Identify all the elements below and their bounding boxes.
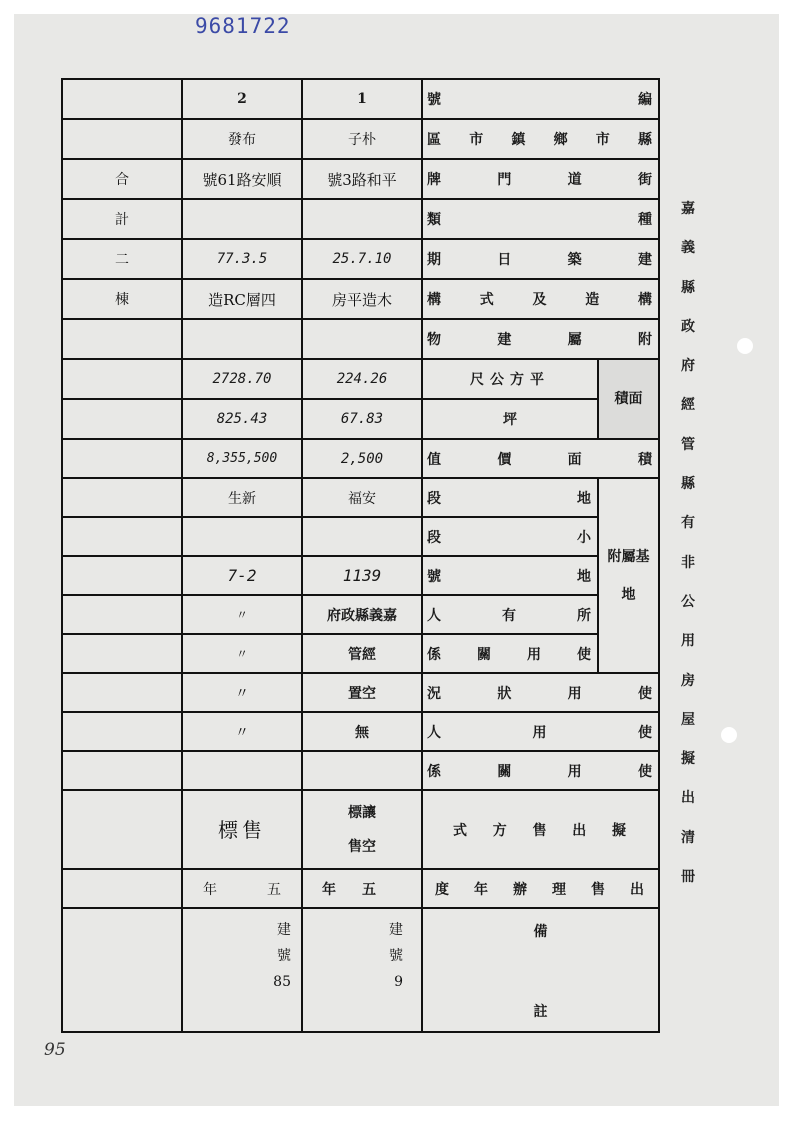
total-cell (62, 634, 182, 673)
row-label: 度年辦理售出 (422, 869, 659, 908)
row-label: 係關用使 (422, 634, 598, 673)
total-cell (62, 790, 182, 869)
total-cell (62, 319, 182, 359)
col1-cell-bottom: 售空 (348, 838, 376, 855)
table-row (62, 751, 659, 790)
col2-cell (182, 517, 302, 556)
total-cell: 棟 (62, 279, 182, 319)
total-cell: 合 (62, 159, 182, 199)
row-label: 人用使 (422, 712, 659, 751)
total-cell (62, 712, 182, 751)
col1-cell: 年五 (302, 869, 422, 908)
col1-cell (302, 751, 422, 790)
col2-cell: 標售 (182, 790, 302, 869)
row-label: 坪 (422, 399, 598, 439)
col2-cell: 生新 (182, 478, 302, 517)
col1-cell: 無 (302, 712, 422, 751)
total-cell (62, 478, 182, 517)
header-row (62, 79, 659, 119)
row-label: 段地 (422, 478, 598, 517)
row-label: 號編 (422, 79, 659, 119)
col1-cell: 224.26 (302, 359, 422, 399)
row-label: 值價面積 (422, 439, 659, 478)
col2-number: 2 (182, 79, 302, 119)
row-label: 區市鎮鄉市縣 (422, 119, 659, 159)
total-cell: 二 (62, 239, 182, 279)
row-label: 段小 (422, 517, 598, 556)
col1-cell: 25.7.10 (302, 239, 422, 279)
total-cell (62, 908, 182, 1032)
col1-cell: 1139 (302, 556, 422, 595)
table-row (62, 199, 659, 239)
table-row (62, 712, 659, 751)
col1-cell (302, 199, 422, 239)
col2-cell: 7-2 (182, 556, 302, 595)
total-cell (62, 869, 182, 908)
property-form-table (61, 78, 660, 1033)
table-row (62, 279, 659, 319)
col1-cell-top: 標讓 (348, 804, 376, 821)
col1-cell (302, 790, 422, 869)
row-label: 尺公方平 (422, 359, 598, 399)
col2-cell: 2728.70 (182, 359, 302, 399)
col1-cell: 子朴 (302, 119, 422, 159)
col1-cell: 67.83 (302, 399, 422, 439)
remarks-label-cell (422, 908, 659, 1032)
land-row (62, 517, 659, 556)
col2-cell: 發布 (182, 119, 302, 159)
col2-cell (182, 319, 302, 359)
total-cell (62, 359, 182, 399)
value-row (62, 439, 659, 478)
punch-hole (721, 727, 737, 743)
col2-cell (182, 199, 302, 239)
col1-number: 1 (302, 79, 422, 119)
col1-cell: 管經 (302, 634, 422, 673)
area-ping-row (62, 399, 659, 439)
col2-cell: 年五 (182, 869, 302, 908)
table-row (62, 673, 659, 712)
land-group-label: 附屬基地 (598, 478, 659, 673)
col1-cell: 2,500 (302, 439, 422, 478)
remarks-row (62, 908, 659, 1032)
col2-cell (182, 751, 302, 790)
land-row (62, 478, 659, 517)
row-label: 式方售出擬 (422, 790, 659, 869)
total-cell (62, 595, 182, 634)
area-group-label: 積面 (598, 359, 659, 439)
col2-cell: 77.3.5 (182, 239, 302, 279)
col1-cell (302, 319, 422, 359)
col1-cell (302, 517, 422, 556)
total-cell (62, 673, 182, 712)
col1-cell: 府政縣義嘉 (302, 595, 422, 634)
row-label: 物建屬附 (422, 319, 659, 359)
row-label: 構式及造構 (422, 279, 659, 319)
punch-hole (737, 338, 753, 354)
remarks-label-top: 備 (533, 924, 548, 940)
land-row (62, 556, 659, 595)
total-cell (62, 751, 182, 790)
total-cell (62, 556, 182, 595)
total-cell (62, 439, 182, 478)
col2-cell: 〃 (182, 712, 302, 751)
row-label: 係關用使 (422, 751, 659, 790)
total-cell (62, 79, 182, 119)
year-row (62, 869, 659, 908)
method-row (62, 790, 659, 869)
col2-cell: 825.43 (182, 399, 302, 439)
col2-cell: 號61路安順 (182, 159, 302, 199)
land-row (62, 595, 659, 634)
page-number: 95 (44, 1040, 66, 1060)
row-label: 期日築建 (422, 239, 659, 279)
area-sqm-row (62, 359, 659, 399)
total-cell (62, 399, 182, 439)
col2-cell: 8,355,500 (182, 439, 302, 478)
table-row (62, 319, 659, 359)
col1-cell (302, 908, 422, 1032)
col2-cell: 〃 (182, 673, 302, 712)
total-cell: 計 (62, 199, 182, 239)
table-row (62, 159, 659, 199)
col2-cell: 造RC層四 (182, 279, 302, 319)
col1-cell: 房平造木 (302, 279, 422, 319)
land-row (62, 634, 659, 673)
row-label: 人有所 (422, 595, 598, 634)
col2-cell (182, 908, 302, 1032)
table-row (62, 239, 659, 279)
col1-cell: 置空 (302, 673, 422, 712)
col2-remark: 建號85 (273, 922, 291, 990)
remarks-label-bottom: 註 (533, 1004, 548, 1020)
row-label: 類種 (422, 199, 659, 239)
col2-cell: 〃 (182, 634, 302, 673)
row-label: 號地 (422, 556, 598, 595)
col2-cell: 〃 (182, 595, 302, 634)
row-label: 牌門道街 (422, 159, 659, 199)
document-number: 9681722 (195, 14, 291, 38)
total-cell (62, 517, 182, 556)
col1-cell: 號3路和平 (302, 159, 422, 199)
row-label: 況狀用使 (422, 673, 659, 712)
total-cell (62, 119, 182, 159)
table-row (62, 119, 659, 159)
col1-cell: 福安 (302, 478, 422, 517)
col1-remark: 建號9 (389, 922, 403, 990)
side-title: 嘉義縣政府經管縣有非公用房屋擬出清冊 (681, 201, 695, 886)
